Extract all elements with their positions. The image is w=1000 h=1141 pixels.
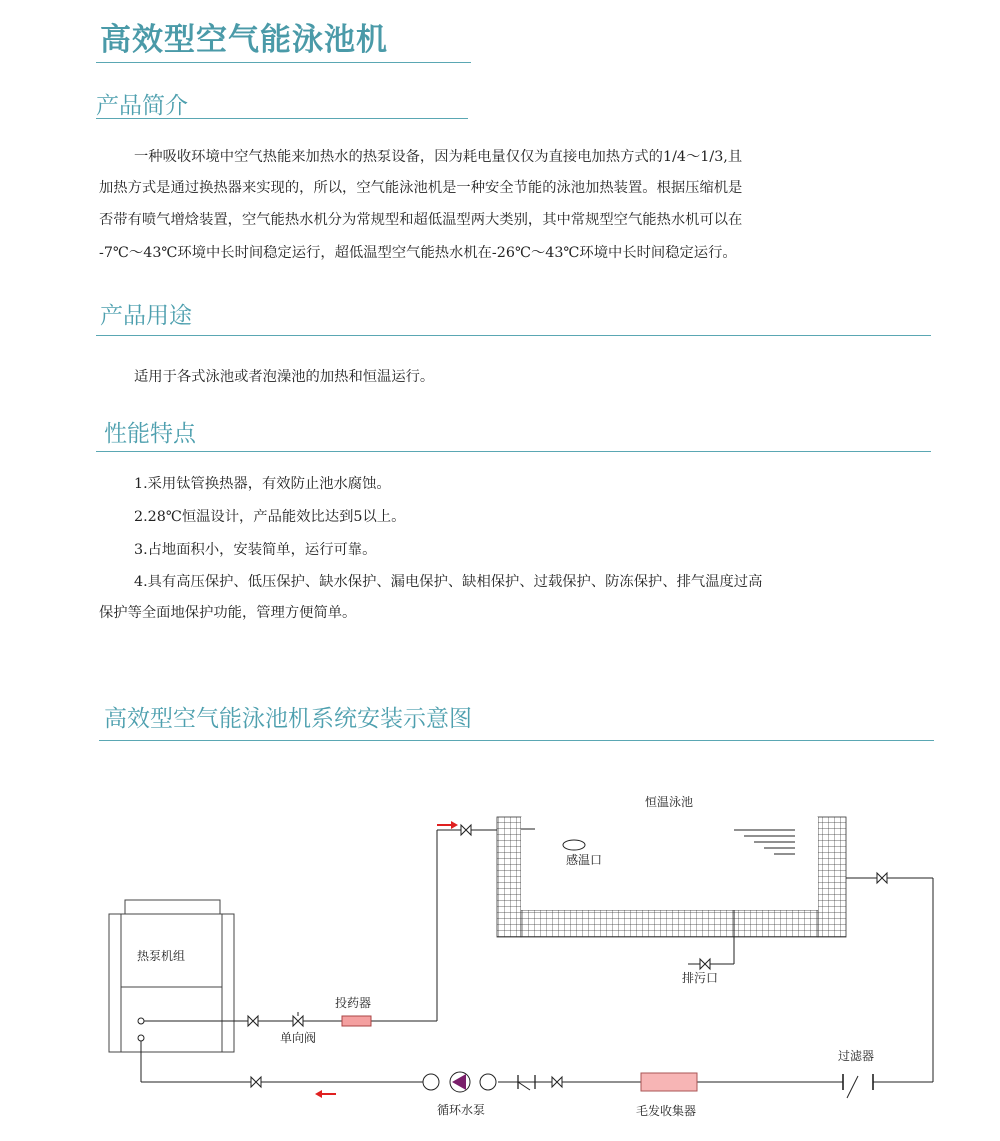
feature-item: 2.28℃恒温设计，产品能效比达到5以上。	[134, 509, 406, 525]
intro-heading: 产品简介	[96, 93, 188, 119]
feature-item: 保护等全面地保护功能，管理方便简单。	[99, 605, 357, 621]
intro-line: -7℃～43℃环境中长时间稳定运行，超低温型空气能热水机在-26℃～43℃环境中长时间稳定运行。	[99, 245, 737, 261]
check-valve-icon	[293, 1012, 303, 1026]
pool-walls	[497, 817, 846, 937]
usage-text: 适用于各式泳池或者泡澡池的加热和恒温运行。	[134, 369, 435, 385]
pool-label: 恒温泳池	[644, 795, 694, 809]
valve-icon	[552, 1077, 562, 1087]
filter-icon	[843, 1074, 873, 1098]
doser-icon	[342, 1016, 371, 1026]
feature-item: 3.占地面积小，安装简单，运行可靠。	[134, 542, 377, 558]
page-title: 高效型空气能泳池机	[100, 22, 388, 58]
check-valve-label: 单向阀	[280, 1031, 317, 1045]
feature-item: 4.具有高压保护、低压保护、缺水保护、漏电保护、缺相保护、过载保护、防冻保护、排气温度过高	[134, 574, 763, 590]
heat-pump-unit	[109, 900, 234, 1052]
flow-arrow-in-icon	[437, 821, 458, 829]
filter-label: 过滤器	[838, 1049, 875, 1063]
doser-label: 投药器	[335, 996, 372, 1010]
drain-label: 排污口	[682, 971, 719, 985]
flow-arrow-out-icon	[315, 1090, 336, 1098]
valve-icon	[251, 1077, 261, 1087]
intro-line: 加热方式是通过换热器来实现的，所以，空气能泳池机是一种安全节能的泳池加热装置。根据压缩机是	[99, 180, 743, 196]
valve-icon	[461, 825, 471, 835]
circulation-pump-icon	[423, 1072, 496, 1092]
valve-icon	[877, 873, 887, 883]
intro-line: 一种吸收环境中空气热能来加热水的热泵设备，因为耗电量仅仅为直接电加热方式的1/4～1/3,且	[134, 149, 743, 165]
feature-item: 1.采用钛管换热器，有效防止池水腐蚀。	[134, 476, 391, 492]
hair-collector-label: 毛发收集器	[636, 1104, 697, 1118]
features-heading: 性能特点	[104, 421, 196, 447]
pump-label: 循环水泵	[437, 1103, 486, 1117]
sensor-label: 感温口	[566, 853, 603, 867]
intro-line: 否带有喷气增焓装置，空气能热水机分为常规型和超低温型两大类别，其中常规型空气能热水机可以在	[99, 212, 743, 228]
hair-collector-icon	[641, 1073, 697, 1091]
usage-heading: 产品用途	[100, 303, 192, 329]
heat-pump-label: 热泵机组	[137, 949, 186, 963]
valve-icon	[248, 1016, 258, 1026]
diagram-heading: 高效型空气能泳池机系统安装示意图	[104, 706, 472, 732]
